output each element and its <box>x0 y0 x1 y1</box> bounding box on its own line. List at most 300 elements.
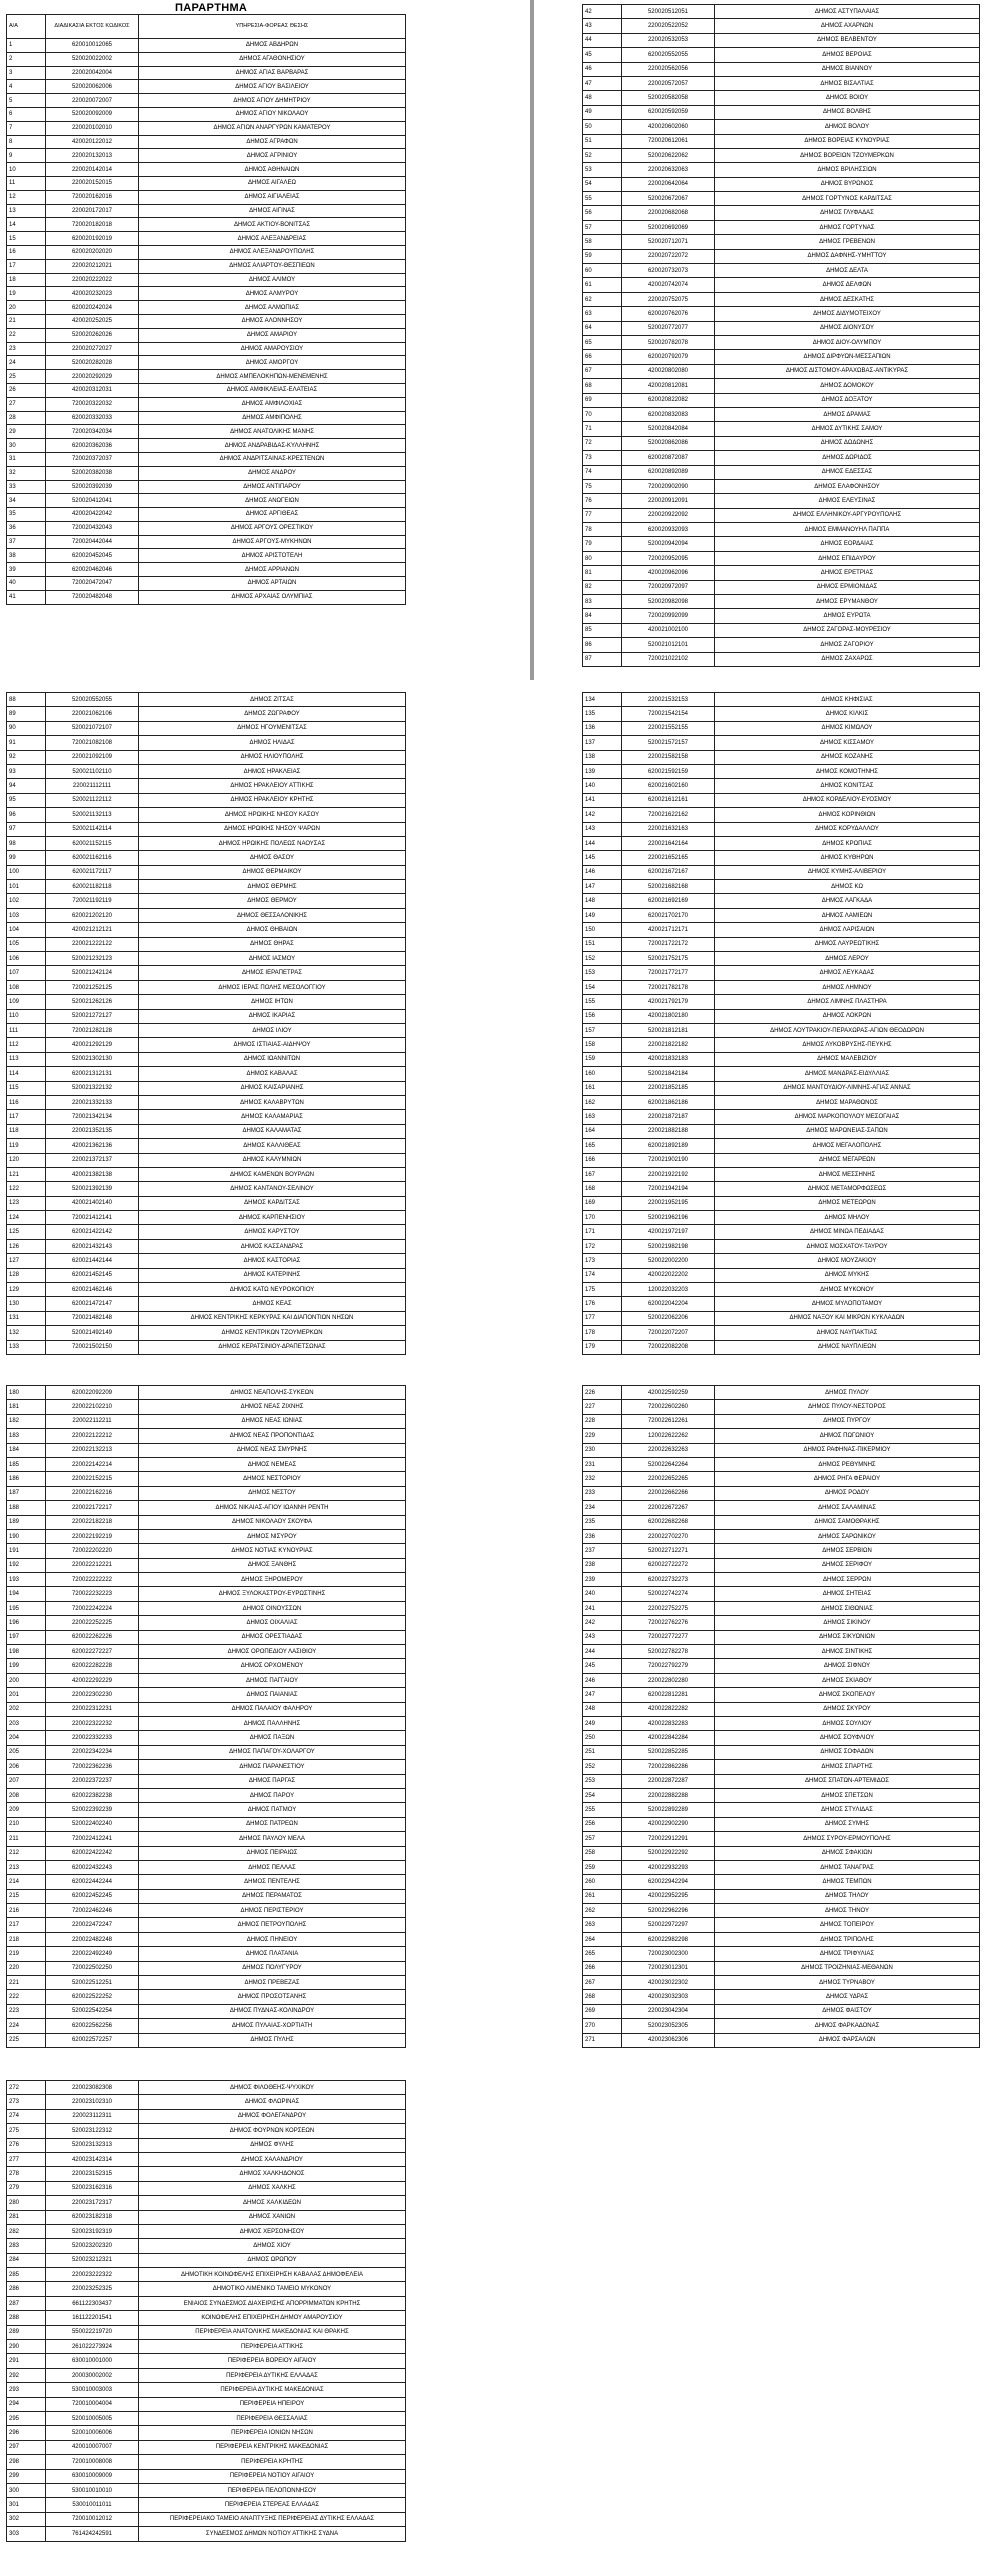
row-number: 147 <box>583 880 622 894</box>
row-number: 203 <box>7 1716 46 1730</box>
row-code: 220020222022 <box>46 273 139 287</box>
row-number: 195 <box>7 1601 46 1615</box>
row-service: ΔΗΜΟΣ ΚΑΛΑΜΑΤΑΣ <box>139 1124 406 1138</box>
row-code: 530010010010 <box>46 2483 139 2497</box>
row-service: ΔΗΜΟΣ ΛΗΜΝΟΥ <box>715 980 980 994</box>
row-number: 117 <box>7 1110 46 1124</box>
row-number: 131 <box>7 1311 46 1325</box>
row-number: 174 <box>583 1268 622 1282</box>
row-service: ΔΗΜΟΣ ΑΙΓΙΝΑΣ <box>139 204 406 218</box>
row-code: 520020552055 <box>46 693 139 707</box>
table-row <box>7 2512 406 2526</box>
row-service: ΔΗΜΟΣ ΑΝΑΤΟΛΙΚΗΣ ΜΑΝΗΣ <box>139 425 406 439</box>
row-service: ΔΗΜΟΣ ΚΗΦΙΣΙΑΣ <box>715 693 980 707</box>
row-code: 620021592159 <box>622 764 715 778</box>
row-number: 175 <box>583 1283 622 1297</box>
row-service: ΔΗΜΟΣ ΣΕΡΙΦΟΥ <box>715 1558 980 1572</box>
row-service: ΔΗΜΟΣ ΙΕΡΑΠΕΤΡΑΣ <box>139 966 406 980</box>
row-number: 257 <box>583 1832 622 1846</box>
row-number: 154 <box>583 980 622 994</box>
table-row <box>7 425 406 439</box>
row-number: 65 <box>583 335 622 349</box>
row-service: ΔΗΜΟΣ ΚΑΛΑΜΑΡΙΑΣ <box>139 1110 406 1124</box>
row-service: ΔΗΜΟΣ ΕΛΕΥΣΙΝΑΣ <box>715 494 980 508</box>
row-service: ΔΗΜΟΣ ΒΙΣΑΛΤΙΑΣ <box>715 76 980 90</box>
row-number: 184 <box>7 1443 46 1457</box>
row-code: 220020632063 <box>622 163 715 177</box>
row-number: 19 <box>7 287 46 301</box>
row-service: ΔΗΜΟΣ ΔΕΛΦΩΝ <box>715 278 980 292</box>
table-row <box>583 48 980 62</box>
row-code: 720021482148 <box>46 1311 139 1325</box>
table-row <box>583 1009 980 1023</box>
row-number: 55 <box>583 192 622 206</box>
row-service: ΔΗΜΟΣ ΛΑΡΙΣΑΙΩΝ <box>715 923 980 937</box>
row-code: 620021472147 <box>46 1297 139 1311</box>
table-row <box>7 411 406 425</box>
row-number: 241 <box>583 1601 622 1615</box>
table-row <box>583 508 980 522</box>
row-code: 420022822282 <box>622 1702 715 1716</box>
row-service: ΔΗΜΟΣ ΑΙΓΙΑΛΕΙΑΣ <box>139 190 406 204</box>
row-code: 420021362136 <box>46 1139 139 1153</box>
row-number: 270 <box>583 2019 622 2033</box>
row-code: 220021882188 <box>622 1124 715 1138</box>
row-service: ΔΗΜΟΤΙΚΗ ΚΟΙΝΩΦΕΛΗΣ ΕΠΙΧΕΙΡΗΣΗ ΚΑΒΑΛΑΣ ΔΗΜΟΦΕΛΕΙΑ <box>139 2268 406 2282</box>
row-service: ΔΗΜΟΣ ΤΕΜΠΩΝ <box>715 1875 980 1889</box>
row-number: 236 <box>583 1529 622 1543</box>
row-code: 520020782078 <box>622 335 715 349</box>
row-service: ΔΗΜΟΣ ΑΡΡΙΑΝΩΝ <box>139 563 406 577</box>
table-row <box>7 1486 406 1500</box>
table-row <box>583 736 980 750</box>
row-code: 220020212021 <box>46 259 139 273</box>
row-code: 420020312031 <box>46 383 139 397</box>
table-row <box>583 1817 980 1831</box>
row-code: 220022112211 <box>46 1414 139 1428</box>
row-number: 204 <box>7 1731 46 1745</box>
row-service: ΔΗΜΟΣ ΝΕΑΣ ΣΜΥΡΝΗΣ <box>139 1443 406 1457</box>
row-code: 620021672167 <box>622 865 715 879</box>
row-number: 61 <box>583 278 622 292</box>
row-number: 266 <box>583 1961 622 1975</box>
row-code: 720022362236 <box>46 1760 139 1774</box>
row-code: 720020322032 <box>46 397 139 411</box>
table-row <box>7 2224 406 2238</box>
table-row <box>583 163 980 177</box>
table-row <box>583 177 980 191</box>
row-number: 211 <box>7 1832 46 1846</box>
row-code: 620020832083 <box>622 407 715 421</box>
row-number: 21 <box>7 314 46 328</box>
row-service: ΔΗΜΟΣ ΦΛΩΡΙΝΑΣ <box>139 2095 406 2109</box>
row-number: 5 <box>7 94 46 108</box>
row-number: 124 <box>7 1211 46 1225</box>
row-number: 98 <box>7 836 46 850</box>
row-code: 520021392139 <box>46 1182 139 1196</box>
row-number: 78 <box>583 523 622 537</box>
row-service: ΔΗΜΟΣ ΣΟΦΑΔΩΝ <box>715 1745 980 1759</box>
row-service: ΔΗΜΟΣ ΤΡΙΠΟΛΗΣ <box>715 1932 980 1946</box>
row-service: ΔΗΜΟΣ ΚΑΤΩ ΝΕΥΡΟΚΟΠΙΟΥ <box>139 1283 406 1297</box>
row-number: 302 <box>7 2512 46 2526</box>
row-service: ΔΗΜΟΣ ΣΟΥΦΛΙΟΥ <box>715 1731 980 1745</box>
table-row <box>7 301 406 315</box>
table-row <box>7 851 406 865</box>
table-row <box>7 793 406 807</box>
row-code: 620022812281 <box>622 1688 715 1702</box>
table-row <box>583 1788 980 1802</box>
row-number: 119 <box>7 1139 46 1153</box>
row-number: 69 <box>583 393 622 407</box>
row-code: 220022752275 <box>622 1601 715 1615</box>
row-number: 104 <box>7 923 46 937</box>
table-row <box>583 764 980 778</box>
row-service: ΔΗΜΟΣ ΑΡΤΑΙΩΝ <box>139 577 406 591</box>
row-service: ΔΗΜΟΣ ΗΡΑΚΛΕΙΑΣ <box>139 764 406 778</box>
table-row <box>583 1139 980 1153</box>
table-row <box>583 1081 980 1095</box>
table-row <box>583 1630 980 1644</box>
row-number: 63 <box>583 307 622 321</box>
table-row <box>7 865 406 879</box>
table-row <box>583 750 980 764</box>
row-number: 275 <box>7 2124 46 2138</box>
table-row <box>7 397 406 411</box>
row-code: 220020152015 <box>46 176 139 190</box>
row-number: 210 <box>7 1817 46 1831</box>
row-service: ΔΗΜΟΣ ΝΕΣΤΟΥ <box>139 1486 406 1500</box>
row-code: 620022442244 <box>46 1875 139 1889</box>
table-row <box>583 1429 980 1443</box>
row-code: 520022922292 <box>622 1846 715 1860</box>
row-service: ΔΗΜΟΣ ΑΧΑΡΝΩΝ <box>715 19 980 33</box>
table-row <box>7 808 406 822</box>
row-service: ΔΗΜΟΣ ΑΛΙΑΡΤΟΥ-ΘΕΣΠΙΕΩΝ <box>139 259 406 273</box>
table-row <box>7 923 406 937</box>
row-number: 13 <box>7 204 46 218</box>
row-service: ΣΥΝΔΕΣΜΟΣ ΔΗΜΩΝ ΝΟΤΙΟΥ ΑΤΤΙΚΗΣ ΣΥΔΝΑ <box>139 2527 406 2541</box>
table-row <box>583 2033 980 2047</box>
table-row <box>7 218 406 232</box>
row-number: 86 <box>583 638 622 652</box>
table-row <box>583 1731 980 1745</box>
row-code: 220020912091 <box>622 494 715 508</box>
row-code: 520023052305 <box>622 2019 715 2033</box>
row-number: 169 <box>583 1196 622 1210</box>
row-service: ΔΗΜΟΣ ΤΑΝΑΓΡΑΣ <box>715 1860 980 1874</box>
table-row <box>583 609 980 623</box>
row-number: 118 <box>7 1124 46 1138</box>
table-row <box>7 1457 406 1471</box>
row-code: 220023112311 <box>46 2109 139 2123</box>
table-row <box>7 439 406 453</box>
row-code: 220022132213 <box>46 1443 139 1457</box>
row-service: ΔΗΜΟΣ ΚΟΝΙΤΣΑΣ <box>715 779 980 793</box>
row-number: 274 <box>7 2109 46 2123</box>
table-row <box>7 2426 406 2440</box>
row-number: 75 <box>583 479 622 493</box>
table-row <box>583 379 980 393</box>
table-row <box>583 1544 980 1558</box>
row-service: ΔΗΜΟΣ ΛΑΓΚΑΔΑ <box>715 894 980 908</box>
row-service: ΔΗΜΟΣ ΣΠΕΤΣΩΝ <box>715 1788 980 1802</box>
row-number: 170 <box>583 1211 622 1225</box>
table-row <box>583 335 980 349</box>
row-service: ΔΗΜΟΣ ΤΗΛΟΥ <box>715 1889 980 1903</box>
table-row <box>7 1688 406 1702</box>
row-number: 245 <box>583 1659 622 1673</box>
row-number: 202 <box>7 1702 46 1716</box>
table-row <box>583 1182 980 1196</box>
row-service: ΔΗΜΟΣ ΚΑΜΕΝΩΝ ΒΟΥΡΛΩΝ <box>139 1167 406 1181</box>
row-service: ΔΗΜΟΣ ΑΝΔΡΙΤΣΑΙΝΑΣ-ΚΡΕΣΤΕΝΩΝ <box>139 452 406 466</box>
row-number: 64 <box>583 321 622 335</box>
row-code: 520020392039 <box>46 480 139 494</box>
row-code: 420020602060 <box>622 120 715 134</box>
row-number: 103 <box>7 908 46 922</box>
row-code: 520021682168 <box>622 880 715 894</box>
table-row <box>7 2296 406 2310</box>
row-service: ΔΗΜΟΣ ΠΑΡΟΥ <box>139 1788 406 1802</box>
table-row <box>583 793 980 807</box>
row-service: ΔΗΜΟΣ ΠΛΑΤΑΝΙΑ <box>139 1947 406 1961</box>
row-code: 420022592259 <box>622 1386 715 1400</box>
row-number: 247 <box>583 1688 622 1702</box>
row-service: ΔΗΜΟΣ ΣΤΥΛΙΔΑΣ <box>715 1803 980 1817</box>
row-code: 420022842284 <box>622 1731 715 1745</box>
row-code: 520020282028 <box>46 356 139 370</box>
row-service: ΔΗΜΟΣ ΛΕΡΟΥ <box>715 952 980 966</box>
row-code: 161122201541 <box>46 2311 139 2325</box>
row-service: ΔΗΜΟΣ ΔΕΛΤΑ <box>715 264 980 278</box>
row-number: 33 <box>7 480 46 494</box>
row-number: 258 <box>583 1846 622 1860</box>
row-number: 234 <box>583 1501 622 1515</box>
row-code: 220023172317 <box>46 2196 139 2210</box>
table-row <box>7 176 406 190</box>
row-number: 85 <box>583 623 622 637</box>
table-row <box>583 1472 980 1486</box>
row-number: 87 <box>583 652 622 666</box>
row-number: 286 <box>7 2282 46 2296</box>
row-number: 125 <box>7 1225 46 1239</box>
table-row <box>7 1225 406 1239</box>
row-number: 50 <box>583 120 622 134</box>
row-number: 181 <box>7 1400 46 1414</box>
row-number: 260 <box>583 1875 622 1889</box>
row-number: 187 <box>7 1486 46 1500</box>
table-row <box>583 551 980 565</box>
row-number: 278 <box>7 2167 46 2181</box>
row-service: ΔΗΜΟΣ ΖΑΧΑΡΩΣ <box>715 652 980 666</box>
row-number: 264 <box>583 1932 622 1946</box>
row-code: 720020342034 <box>46 425 139 439</box>
table-row <box>7 1673 406 1687</box>
table-row <box>583 1601 980 1615</box>
row-number: 229 <box>583 1429 622 1443</box>
table-row <box>583 278 980 292</box>
table-row <box>7 894 406 908</box>
row-number: 11 <box>7 176 46 190</box>
row-code: 520022972297 <box>622 1918 715 1932</box>
row-service: ΔΗΜΟΣ ΒΡΙΛΗΣΣΙΩΝ <box>715 163 980 177</box>
row-service: ΔΗΜΟΣ ΚΑΝΤΑΝΟΥ-ΣΕΛΙΝΟΥ <box>139 1182 406 1196</box>
table-row <box>583 1340 980 1354</box>
row-service: ΔΗΜΟΣ ΗΡΑΚΛΕΙΟΥ ΑΤΤΙΚΗΣ <box>139 779 406 793</box>
row-service: ΠΕΡΙΦΕΡΕΙΑ ΔΥΤΙΚΗΣ ΕΛΛΑΔΑΣ <box>139 2368 406 2382</box>
row-number: 173 <box>583 1254 622 1268</box>
row-service: ΔΗΜΟΣ ΚΑΙΣΑΡΙΑΝΗΣ <box>139 1081 406 1095</box>
table-row <box>583 952 980 966</box>
row-code: 520021232123 <box>46 952 139 966</box>
row-service: ΔΗΜΟΣ ΔΙΡΦΥΩΝ-ΜΕΣΣΑΠΙΩΝ <box>715 350 980 364</box>
row-code: 620020932093 <box>622 523 715 537</box>
table-row <box>583 652 980 666</box>
row-service: ΔΗΜΟΣ ΑΓΙΩΝ ΑΝΑΡΓΥΡΩΝ ΚΑΜΑΤΕΡΟΥ <box>139 121 406 135</box>
row-code: 720021252125 <box>46 980 139 994</box>
table-row <box>7 1283 406 1297</box>
row-code: 220022372237 <box>46 1774 139 1788</box>
row-code: 720022412241 <box>46 1832 139 1846</box>
table-row <box>7 2181 406 2195</box>
row-code: 720022232223 <box>46 1587 139 1601</box>
row-number: 121 <box>7 1167 46 1181</box>
row-service: ΔΗΜΟΣ ΑΓΑΘΟΝΗΣΙΟΥ <box>139 52 406 66</box>
row-code: 220021532153 <box>622 693 715 707</box>
row-number: 28 <box>7 411 46 425</box>
row-number: 221 <box>7 1976 46 1990</box>
row-service: ΔΗΜΟΣ ΚΑΛΥΜΝΙΩΝ <box>139 1153 406 1167</box>
row-service: ΔΗΜΟΣ ΕΥΡΩΤΑ <box>715 609 980 623</box>
table-row <box>7 1601 406 1615</box>
table-row <box>583 1673 980 1687</box>
row-code: 720021782178 <box>622 980 715 994</box>
row-number: 122 <box>7 1182 46 1196</box>
row-number: 225 <box>7 2033 46 2047</box>
row-service: ΔΗΜΟΣ ΜΑΛΕΒΙΖΙΟΥ <box>715 1052 980 1066</box>
table-row <box>7 383 406 397</box>
table-row <box>7 149 406 163</box>
table-row <box>7 1052 406 1066</box>
row-code: 420020742074 <box>622 278 715 292</box>
row-number: 263 <box>583 1918 622 1932</box>
row-number: 153 <box>583 966 622 980</box>
row-service: ΔΗΜΟΣ ΑΛΜΥΡΟΥ <box>139 287 406 301</box>
table-row <box>7 2469 406 2483</box>
table-row <box>583 33 980 47</box>
row-code: 620021602160 <box>622 779 715 793</box>
row-code: 520021132113 <box>46 808 139 822</box>
row-code: 420021712171 <box>622 923 715 937</box>
table-row <box>583 1225 980 1239</box>
row-service: ΔΗΜΟΣ ΠΥΡΓΟΥ <box>715 1414 980 1428</box>
row-code: 720022202220 <box>46 1544 139 1558</box>
row-service: ΔΗΜΟΣ ΓΟΡΤΥΝΑΣ <box>715 220 980 234</box>
table-row <box>583 595 980 609</box>
table-row <box>7 1587 406 1601</box>
row-code: 520022002200 <box>622 1254 715 1268</box>
row-service: ΔΗΜΟΣ ΡΑΦΗΝΑΣ-ΠΙΚΕΡΜΙΟΥ <box>715 1443 980 1457</box>
table-row <box>7 1443 406 1457</box>
row-code: 630010009009 <box>46 2469 139 2483</box>
row-code: 620022092209 <box>46 1386 139 1400</box>
row-service: ΔΗΜΟΣ ΕΔΕΣΣΑΣ <box>715 465 980 479</box>
table-row <box>7 721 406 735</box>
row-code: 720020952095 <box>622 551 715 565</box>
table-row <box>583 2019 980 2033</box>
row-code: 220023042304 <box>622 2004 715 2018</box>
row-service: ΔΗΜΟΣ ΖΑΓΟΡΑΣ-ΜΟΥΡΕΣΙΟΥ <box>715 623 980 637</box>
row-code: 220022322232 <box>46 1716 139 1730</box>
row-service: ΔΗΜΟΣ ΚΙΜΩΛΟΥ <box>715 721 980 735</box>
row-service: ΔΗΜΟΣ ΓΟΡΤΥΝΟΣ ΚΑΡΔΙΤΣΑΣ <box>715 192 980 206</box>
row-service: ΔΗΜΟΣ ΟΡΕΣΤΙΑΔΑΣ <box>139 1630 406 1644</box>
row-code: 720020182018 <box>46 218 139 232</box>
row-code: 220021112111 <box>46 779 139 793</box>
row-code: 720021342134 <box>46 1110 139 1124</box>
row-number: 29 <box>7 425 46 439</box>
row-code: 220022702270 <box>622 1529 715 1543</box>
row-code: 720010008008 <box>46 2455 139 2469</box>
row-code: 220020142014 <box>46 163 139 177</box>
row-code: 720021502150 <box>46 1340 139 1354</box>
table-row <box>583 1875 980 1889</box>
row-number: 217 <box>7 1918 46 1932</box>
row-service: ΔΗΜΟΣ ΤΡΙΦΥΛΙΑΣ <box>715 1947 980 1961</box>
table-row <box>583 1961 980 1975</box>
row-number: 189 <box>7 1515 46 1529</box>
row-number: 218 <box>7 1932 46 1946</box>
row-code: 520010005005 <box>46 2411 139 2425</box>
row-number: 80 <box>583 551 622 565</box>
table-row <box>7 232 406 246</box>
row-code: 220020722072 <box>622 249 715 263</box>
row-number: 226 <box>583 1386 622 1400</box>
row-service: ΔΗΜΟΣ ΛΟΚΡΩΝ <box>715 1009 980 1023</box>
row-service: ΔΗΜΟΣ ΧΑΛΚΗΔΟΝΟΣ <box>139 2167 406 2181</box>
row-number: 4 <box>7 80 46 94</box>
row-number: 161 <box>583 1081 622 1095</box>
row-code: 220023252325 <box>46 2282 139 2296</box>
row-number: 133 <box>7 1340 46 1354</box>
row-service: ΔΗΜΟΣ ΠΡΕΒΕΖΑΣ <box>139 1976 406 1990</box>
table-row <box>583 721 980 735</box>
row-code: 520020942094 <box>622 537 715 551</box>
row-code: 420023142314 <box>46 2152 139 2166</box>
table-row <box>583 1067 980 1081</box>
table-row <box>7 549 406 563</box>
table-row <box>7 508 406 522</box>
row-number: 280 <box>7 2196 46 2210</box>
table-row <box>7 2440 406 2454</box>
table-row <box>7 1760 406 1774</box>
row-service: ΔΗΜΟΣ ΠΑΡΑΝΕΣΤΙΟΥ <box>139 1760 406 1774</box>
row-code: 620020872087 <box>622 451 715 465</box>
row-code: 420021402140 <box>46 1196 139 1210</box>
row-code: 520021982198 <box>622 1239 715 1253</box>
table-row <box>583 1889 980 1903</box>
table-row <box>7 2268 406 2282</box>
table-row <box>7 1947 406 1961</box>
row-code: 220020042004 <box>46 66 139 80</box>
row-number: 88 <box>7 693 46 707</box>
row-code: 761424242591 <box>46 2527 139 2541</box>
row-service: ΔΗΜΟΣ ΙΚΑΡΙΑΣ <box>139 1009 406 1023</box>
row-number: 259 <box>583 1860 622 1874</box>
row-code: 620022572257 <box>46 2033 139 2047</box>
row-number: 288 <box>7 2311 46 2325</box>
